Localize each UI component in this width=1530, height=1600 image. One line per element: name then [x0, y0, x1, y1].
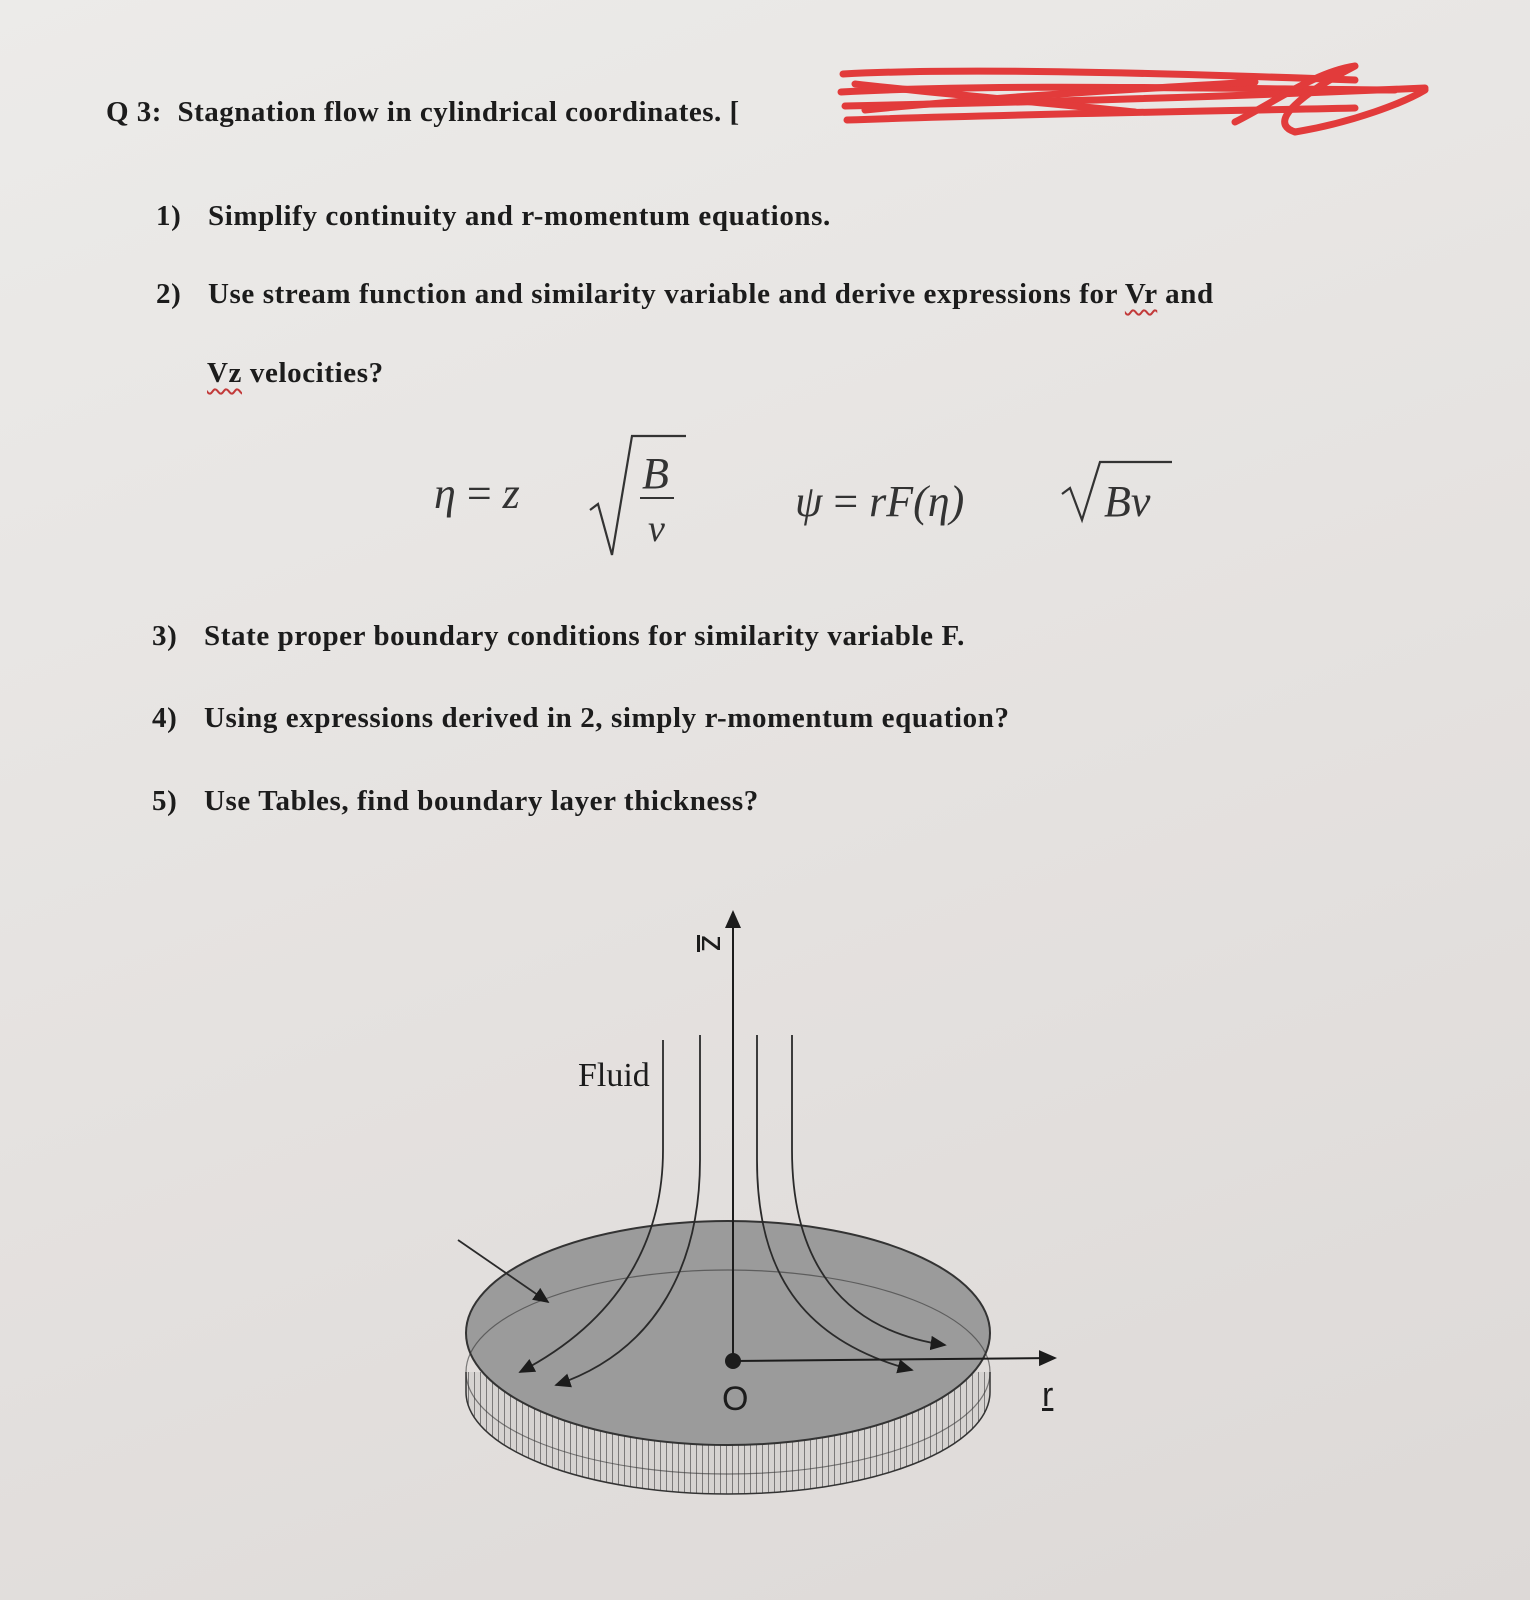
psi-symbol: ψ: [795, 477, 823, 526]
psi-variable: r: [869, 477, 887, 526]
item-number: 2): [156, 278, 182, 310]
item-text: State proper boundary conditions for similarity variable F.: [204, 620, 965, 652]
item-text-and: and: [1165, 278, 1214, 310]
item-number: 5): [152, 785, 178, 817]
item-text: Using expressions derived in 2, simply r-momentum equation?: [204, 702, 1010, 734]
z-axis-label: z: [694, 935, 732, 952]
item-text: Use Tables, find boundary layer thickness?: [204, 785, 759, 817]
origin-point: [725, 1353, 741, 1369]
fluid-label: Fluid: [578, 1057, 650, 1094]
question-bracket: [: [729, 96, 740, 128]
variable-vz: Vz: [207, 357, 243, 389]
origin-label: O: [722, 1380, 749, 1418]
question-label: Q 3:: [106, 96, 162, 128]
equals-sign: =: [466, 469, 492, 518]
item-text: Use stream function and similarity variable and derive expressions for: [208, 278, 1118, 310]
psi-root: Bν: [1104, 477, 1151, 526]
eta-variable: z: [502, 469, 520, 518]
item-number: 1): [156, 200, 182, 232]
variable-vr: Vr: [1124, 278, 1158, 310]
item-number: 4): [152, 702, 178, 734]
question-title: Stagnation flow in cylindrical coordinates.: [177, 96, 722, 128]
psi-function: F(η): [886, 477, 965, 526]
eta-symbol: η: [434, 469, 456, 518]
r-axis-label: r: [1042, 1376, 1054, 1414]
equals-sign: =: [833, 477, 859, 526]
item-text: velocities?: [249, 357, 384, 389]
item-text: Simplify continuity and r-momentum equations.: [208, 200, 831, 232]
eta-numerator: B: [642, 449, 669, 498]
eta-denominator: ν: [648, 508, 665, 550]
item-number: 3): [152, 620, 178, 652]
